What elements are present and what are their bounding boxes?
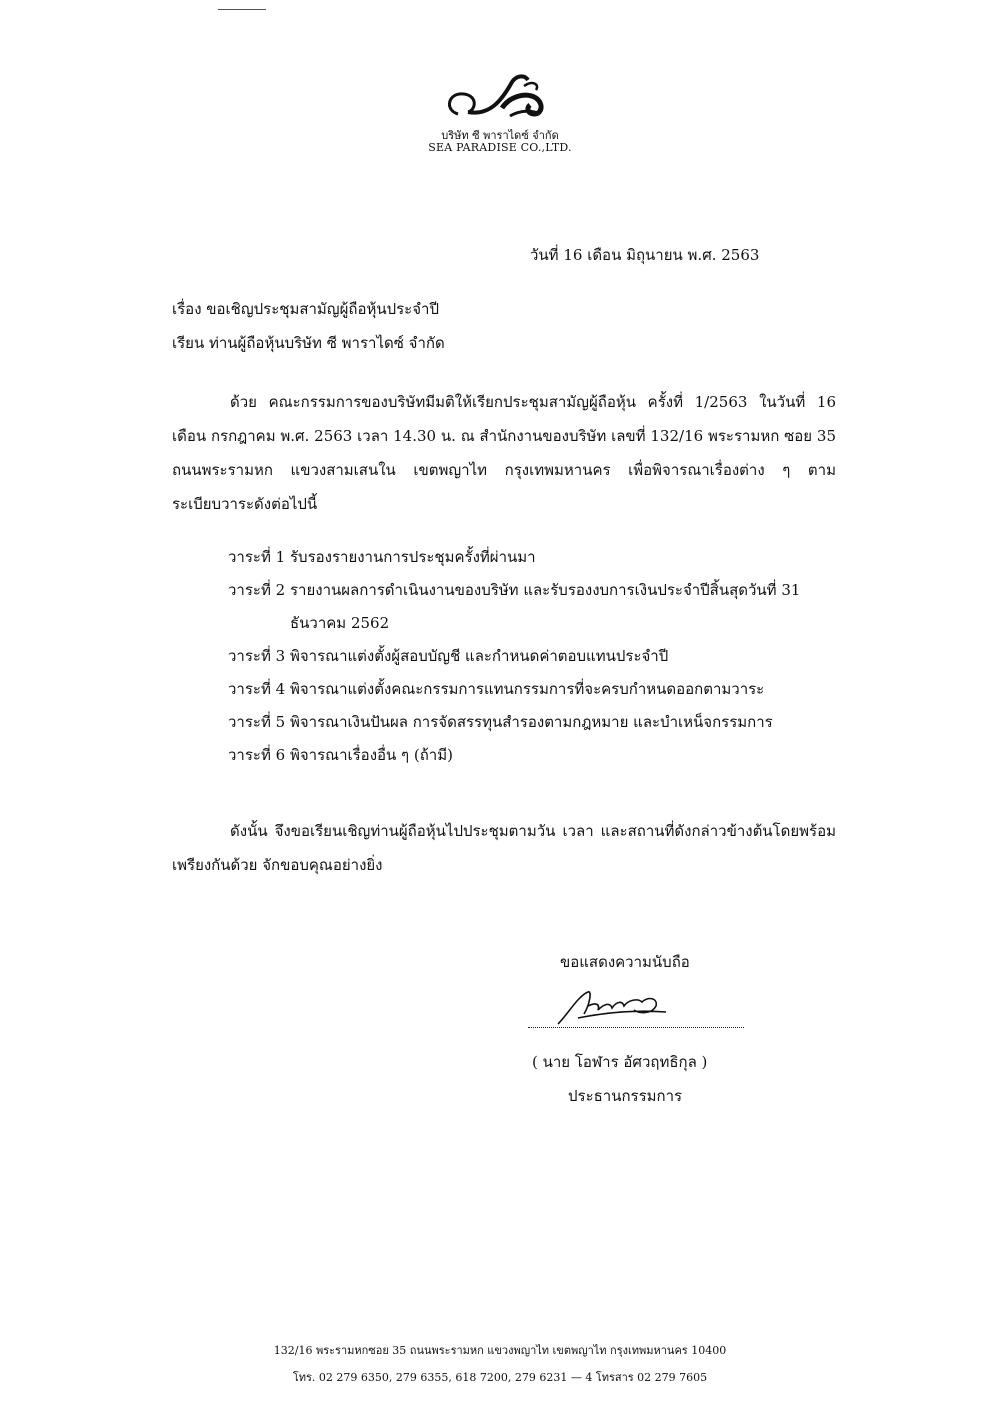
signature-line: [528, 1027, 744, 1028]
agenda-item: [228, 541, 828, 574]
agenda-list: [228, 541, 828, 772]
agenda-label: วาระที่ 5: [228, 713, 286, 731]
signer-name: ( นาย โอฬาร อัศวฤทธิกุล ): [532, 1053, 708, 1071]
agenda-text: พิจารณาเงินปันผล การจัดสรรทุนสำรองตามกฎหมาย และบำเหน็จกรรมการ: [290, 713, 773, 731]
agenda-label: วาระที่ 1: [228, 548, 286, 566]
agenda-label: วาระที่ 2: [228, 581, 286, 599]
agenda-text: พิจารณาแต่งตั้งผู้สอบบัญชี และกำหนดค่าตอบแทนประจำปี: [290, 647, 669, 665]
agenda-label: วาระที่ 3: [228, 647, 286, 665]
handwritten-signature-icon: [548, 984, 678, 1030]
agenda-text: พิจารณาแต่งตั้งคณะกรรมการแทนกรรมการที่จะครบกำหนดออกตามวาระ: [290, 680, 765, 698]
letter-closing: ดังนั้น จึงขอเรียนเชิญท่านผู้ถือหุ้นไปประชุมตามวัน เวลา และสถานที่ดังกล่าวข้างต้นโดยพร้อมเพรียงกันด้วย จักขอบคุณอย่างยิ่ง: [172, 822, 836, 874]
letter-date: วันที่ 16 เดือน มิถุนายน พ.ศ. 2563: [530, 246, 760, 264]
agenda-item: [228, 739, 828, 772]
agenda-text: รับรองรายงานการประชุมครั้งที่ผ่านมา: [290, 548, 536, 566]
letter-body: ด้วย คณะกรรมการของบริษัทมีมติให้เรียกประชุมสามัญผู้ถือหุ้น ครั้งที่ 1/2563 ในวันที่ 16 เดือน กรกฎาคม พ.ศ. 2563 เวลา 14.30 น. ณ สำนักงานของบริษัท เลขที่ 132/16 พระรามหก ซอย 35 ถนนพระรามหก แขวงสามเสนใน เขตพญาไท กรุงเทพมหานคร เพื่อพิจารณาเรื่องต่าง ๆ ตามระเบียบวาระดังต่อไปนี้: [172, 393, 836, 513]
company-name-thai: บริษัท ซี พาราไดซ์ จำกัด: [441, 129, 559, 142]
sea-wave-logo-icon: [440, 70, 560, 122]
letter-subject: เรื่อง ขอเชิญประชุมสามัญผู้ถือหุ้นประจำปี: [172, 300, 439, 318]
letter-recipient: เรียน ท่านผู้ถือหุ้นบริษัท ซี พาราไดซ์ จำกัด: [172, 334, 445, 352]
agenda-item: [228, 673, 828, 706]
footer-address: 132/16 พระรามหกซอย 35 ถนนพระรามหก แขวงพญาไท เขตพญาไท กรุงเทพมหานคร 10400: [273, 1344, 727, 1357]
signer-title: ประธานกรรมการ: [568, 1087, 683, 1105]
company-logo: [440, 70, 560, 122]
scan-artifact-line: [218, 9, 266, 10]
agenda-text: พิจารณาเรื่องอื่น ๆ (ถ้ามี): [290, 746, 453, 764]
agenda-text: รายงานผลการดำเนินงานของบริษัท และรับรองงบการเงินประจำปีสิ้นสุดวันที่ 31 ธันวาคม 2562: [290, 581, 801, 632]
agenda-item: [228, 706, 828, 739]
agenda-label: วาระที่ 6: [228, 746, 286, 764]
regards: ขอแสดงความนับถือ: [560, 953, 690, 971]
agenda-label: วาระที่ 4: [228, 680, 286, 698]
agenda-item: [228, 574, 828, 640]
agenda-item: [228, 640, 828, 673]
company-name-english: SEA PARADISE CO.,LTD.: [428, 141, 572, 154]
footer-phone: โทร. 02 279 6350, 279 6355, 618 7200, 279 6231 — 4 โทรสาร 02 279 7605: [292, 1371, 708, 1384]
